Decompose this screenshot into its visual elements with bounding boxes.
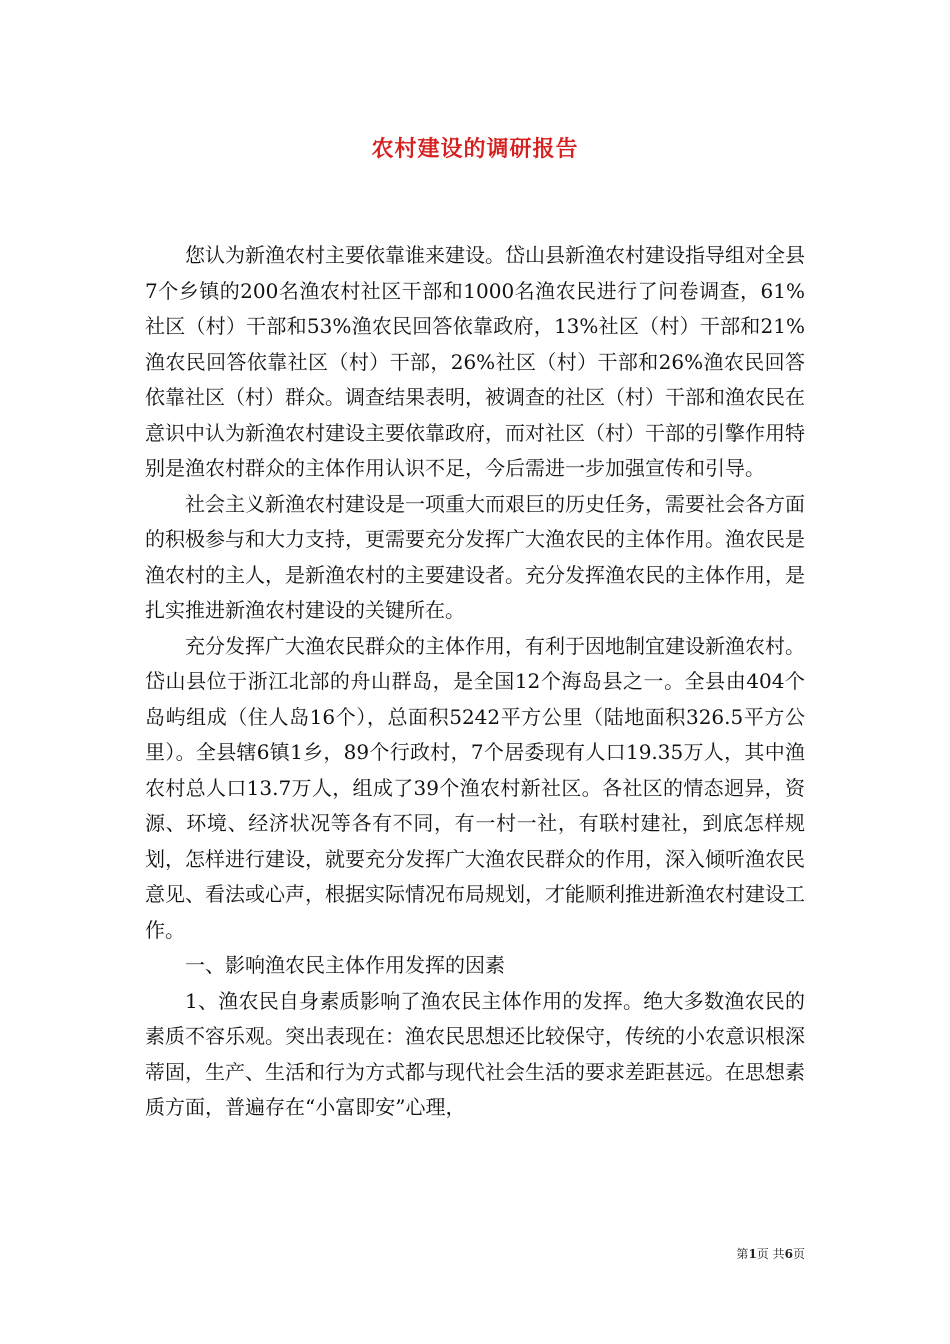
footer-middle: 页 共	[756, 1247, 785, 1261]
footer-total-pages: 6	[784, 1247, 793, 1261]
paragraph-1: 您认为新渔农村主要依靠谁来建设。岱山县新渔农村建设指导组对全县7个乡镇的200名渔农村社区干部和1000名渔农民进行了问卷调查，61%社区（村）干部和53%渔农民回答依靠政府，13%社区（村）干部和21%渔农民回答依靠社区（村）干部，26%社区（村）干部和26%渔农民回答依靠社区（村）群众。调查结果表明，被调查的社区（村）干部和渔农民在意识中认为新渔农村建设主要依靠政府，而对社区（村）干部的引擎作用特别是渔农村群众的主体作用认识不足，今后需进一步加强宣传和引导。	[145, 243, 805, 480]
paragraph-3: 充分发挥广大渔农民群众的主体作用，有利于因地制宜建设新渔农村。岱山县位于浙江北部的舟山群岛，是全国12个海岛县之一。全县由404个岛屿组成（住人岛16个），总面积5242平方公里（陆地面积326.5平方公里）。全县辖6镇1乡，89个行政村，7个居委现有人口19.35万人，其中渔农村总人口13.7万人，组成了39个渔农村新社区。各社区的情态迥异，资源、环境、经济状况等各有不同，有一村一社，有联村建社，到底怎样规划，怎样进行建设，就要充分发挥广大渔农民群众的作用，深入倾听渔农民意见、看法或心声，根据实际情况布局规划，才能顺利推进新渔农村建设工作。	[145, 633, 805, 942]
paragraph-4: 1、渔农民自身素质影响了渔农民主体作用的发挥。绝大多数渔农民的素质不容乐观。突出表现在：渔农民思想还比较保守，传统的小农意识根深蒂固，生产、生活和行为方式都与现代社会生活的要求差距甚远。在思想素质方面，普遍存在“小富即安”心理，	[145, 988, 805, 1119]
footer-current-page: 1	[748, 1247, 757, 1261]
document-body	[145, 238, 805, 1126]
footer-prefix: 第	[736, 1247, 749, 1261]
document-title: 农村建设的调研报告	[371, 136, 579, 162]
footer-suffix: 页	[792, 1247, 805, 1261]
paragraph-2: 社会主义新渔农村建设是一项重大而艰巨的历史任务，需要社会各方面的积极参与和大力支持，更需要充分发挥广大渔农民的主体作用。渔农民是渔农村的主人，是新渔农村的主要建设者。充分发挥渔农民的主体作用，是扎实推进新渔农村建设的关键所在。	[145, 491, 805, 622]
section-heading: 一、影响渔农民主体作用发挥的因素	[185, 953, 505, 977]
page-number-footer	[736, 1245, 805, 1262]
